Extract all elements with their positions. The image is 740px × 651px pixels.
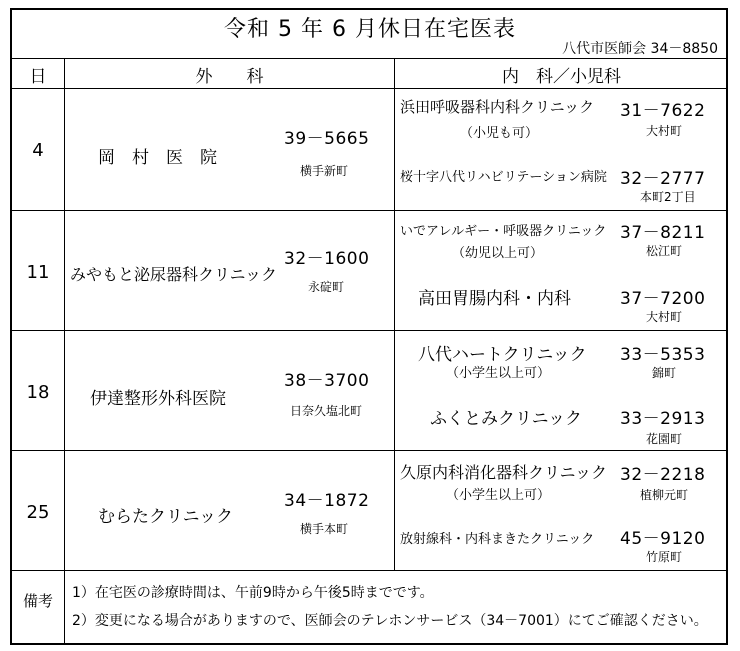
surgery-area: 日奈久塩北町 [290,404,363,418]
internal-phone: 31－7622 [620,101,706,121]
internal-clinic-note: （小学生以上可） [446,366,551,381]
internal-area: 竹原町 [646,550,683,564]
divider [10,210,728,211]
internal-phone: 45－9120 [620,529,706,549]
internal-clinic-note: （小児も可） [460,126,539,141]
internal-clinic-name: 高田胃腸内科・内科 [418,289,571,309]
internal-clinic-name: いでアレルギー・呼吸器クリニック [400,224,607,239]
divider [10,330,728,331]
divider [10,58,728,59]
internal-area: 錦町 [652,366,677,380]
divider [64,58,65,645]
internal-area: 本町2丁目 [640,190,696,204]
surgery-phone: 34－1872 [284,491,370,511]
surgery-clinic-name: 伊達整形外科医院 [90,389,226,409]
column-header-surgery: 外 科 [195,67,264,87]
row-day: 4 [32,140,44,161]
internal-clinic-note: （小学生以上可） [446,488,551,503]
internal-area: 大村町 [646,310,683,324]
divider [10,450,728,451]
surgery-phone: 38－3700 [284,371,370,391]
internal-clinic-name: 浜田呼吸器科内科クリニック [400,98,595,116]
internal-phone: 33－2913 [620,409,706,429]
internal-clinic-note: （幼児以上可） [452,246,544,261]
internal-phone: 32－2777 [620,169,706,189]
internal-phone: 33－5353 [620,345,706,365]
divider [394,58,395,570]
surgery-area: 永碇町 [308,280,345,294]
surgery-area: 横手新町 [300,164,349,178]
page-title: 令和 5 年 6 月休日在宅医表 [224,17,516,42]
surgery-clinic-name: みやもと泌尿器科クリニック [70,265,278,284]
internal-phone: 37－7200 [620,289,706,309]
surgery-phone: 39－5665 [284,129,370,149]
remarks-label: 備考 [22,592,53,610]
surgery-clinic-name: 岡 村 医 院 [98,148,217,168]
internal-clinic-name: ふくとみクリニック [430,409,582,429]
row-day: 25 [26,502,50,523]
internal-area: 花園町 [646,432,683,446]
internal-area: 植柳元町 [640,488,689,502]
surgery-phone: 32－1600 [284,249,370,269]
column-header-day: 日 [29,67,47,87]
internal-phone: 37－8211 [620,223,706,243]
internal-area: 松江町 [646,244,683,258]
remark-line: 2）変更になる場合がありますので、医師会のテレホンサービス（34－7001）にてご確認ください。 [72,613,708,629]
internal-area: 大村町 [646,124,683,138]
row-day: 18 [26,382,50,403]
internal-clinic-name: 放射線科・内科まきたクリニック [400,532,595,547]
divider [10,88,728,89]
association-contact: 八代市医師会 34－8850 [562,41,718,57]
internal-phone: 32－2218 [620,465,706,485]
internal-clinic-name: 久原内科消化器科クリニック [400,463,608,482]
column-header-internal: 内 科／小児科 [502,67,621,87]
internal-clinic-name: 八代ハートクリニック [418,345,587,365]
row-day: 11 [26,262,50,283]
divider [10,570,728,571]
surgery-area: 横手本町 [300,522,349,536]
remark-line: 1）在宅医の診療時間は、午前9時から午後5時までです。 [72,585,434,601]
surgery-clinic-name: むらたクリニック [98,507,233,527]
internal-clinic-name: 桜十字八代リハビリテーション病院 [400,170,607,185]
